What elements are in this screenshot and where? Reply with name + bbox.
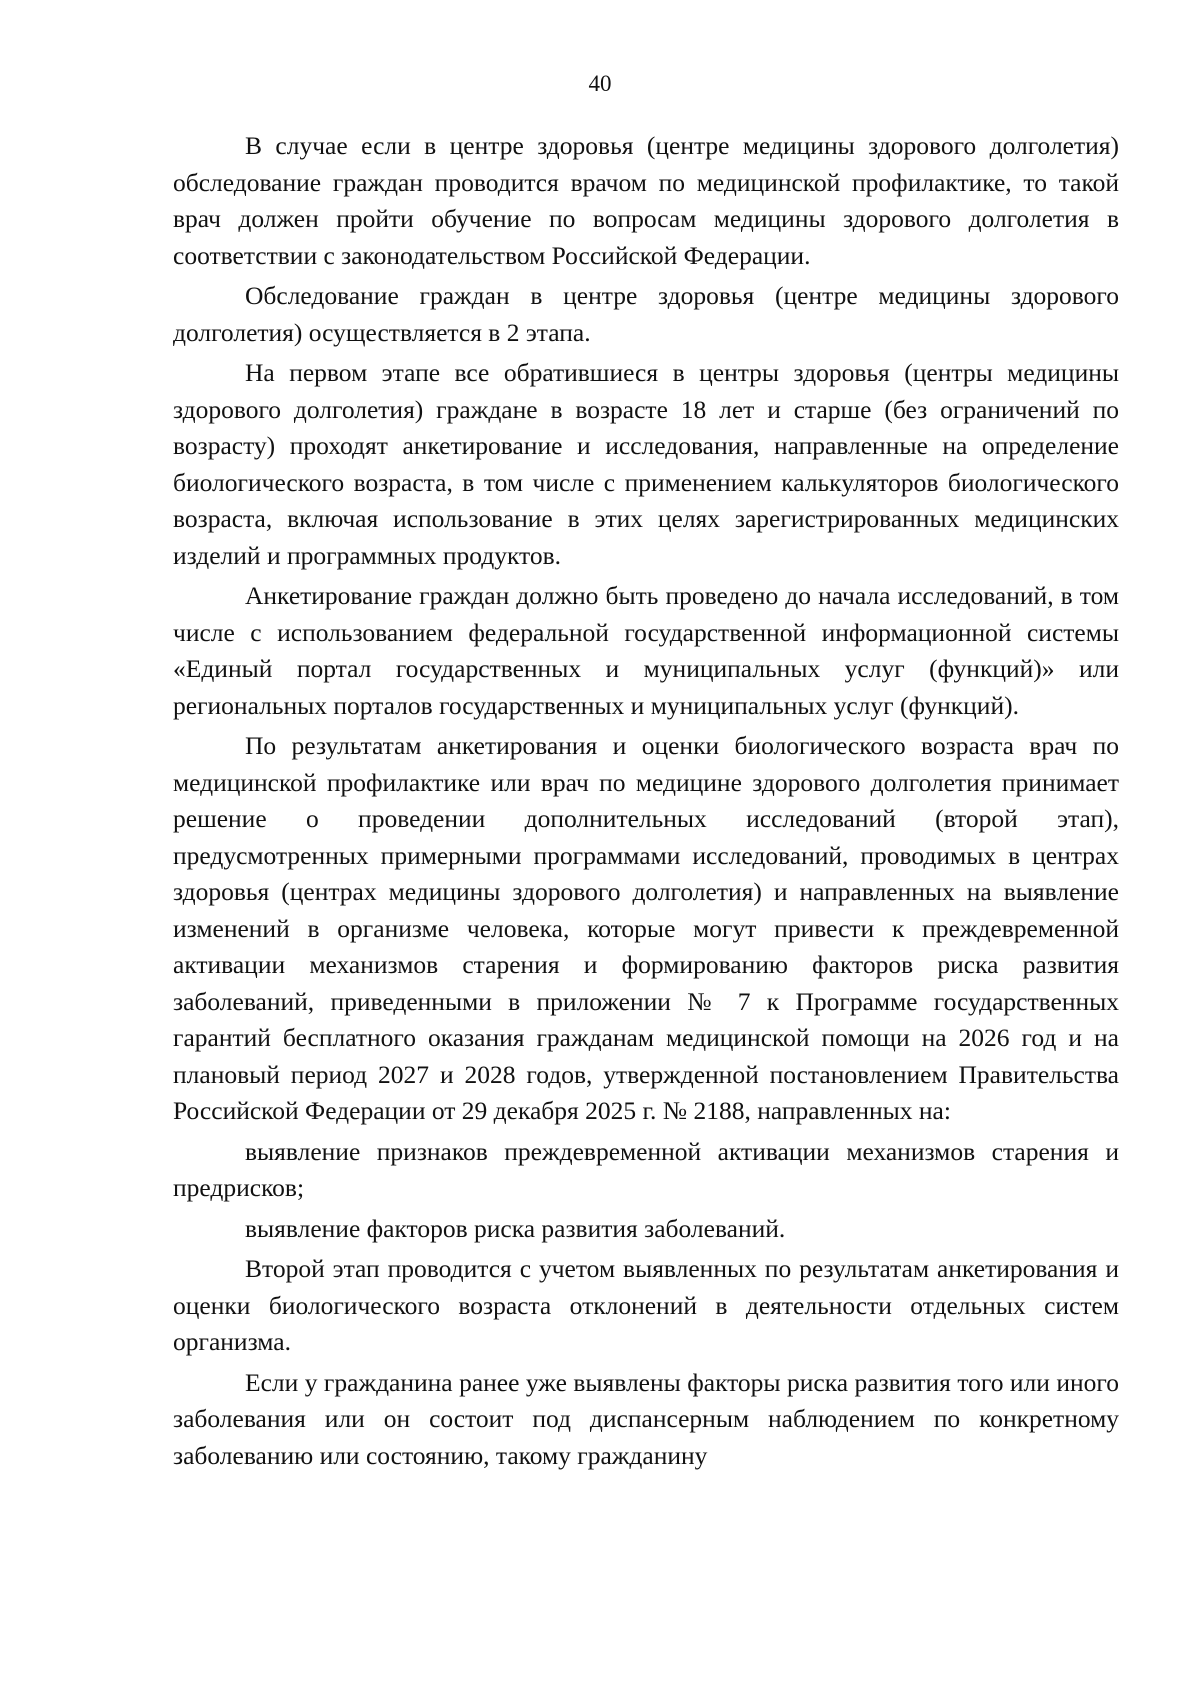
paragraph-first-stage: На первом этапе все обратившиеся в центры здоровья (центры медицины здорового долголетия) граждане в возрасте 18 лет и старше (без ограничений по возрасту) проходят анкетирование и исследования, направленные на определение биологического возраста, в том числе с применением калькуляторов биологического возраста, включая использование в этих целях зарегистрированных медицинских изделий и программных продуктов. [173,358,1119,570]
paragraph-health-center-doctor-training: В случае если в центре здоровья (центре медицины здорового долголетия) обследование граждан проводится врачом по медицинской профилактике, то такой врач должен пройти обучение по вопросам медицины здорового долголетия в соответствии с законодательством Российской Федерации. [173,131,1119,270]
paragraph-existing-risk-factors: Если у гражданина ранее уже выявлены факторы риска развития того или иного заболевания или он состоит под диспансерным наблюдением по конкретному заболеванию или состоянию, такому гражданину [173,1367,1119,1470]
list-item-aging-activation: выявление признаков преждевременной активации механизмов старения и предрисков; [173,1136,1119,1202]
paragraph-second-stage-decision: По результатам анкетирования и оценки биологического возраста врач по медицинской профилактике или врач по медицине здорового долголетия принимает решение о проведении дополнительных исследований (второй этап), предусмотренных примерными программами исследований, проводимых в центрах здоровья (центрах медицины здорового долголетия) и направленных на выявление изменений в организме человека, которые могут привести к преждевременной активации механизмов старения и формированию факторов риска развития заболеваний, приведенными в приложении № 7 к Программе государственных гарантий бесплатного оказания гражданам медицинской помощи на 2026 год и на плановый период 2027 и 2028 годов, утвержденной постановлением Правительства Российской Федерации от 29 декабря 2025 г. № 2188, направленных на: [173,731,1119,1125]
paragraph-second-stage-conduct: Второй этап проводится с учетом выявленных по результатам анкетирования и оценки биологического возраста отклонений в деятельности отдельных систем организма. [173,1254,1119,1356]
list-item-risk-factors: выявление факторов риска развития заболеваний. [245,1213,786,1243]
document-body [173,128,1119,1474]
paragraph-questionnaire: Анкетирование граждан должно быть проведено до начала исследований, в том числе с использованием федеральной государственной информационной системы «Единый портал государственных и муниципальных услуг (функций)» или региональных порталов государственных и муниципальных услуг (функций). [173,581,1119,720]
paragraph-two-stage-examination: Обследование граждан в центре здоровья (центре медицины здорового долголетия) осуществляется в 2 этапа. [173,281,1119,347]
page-number: 40 [588,71,612,96]
